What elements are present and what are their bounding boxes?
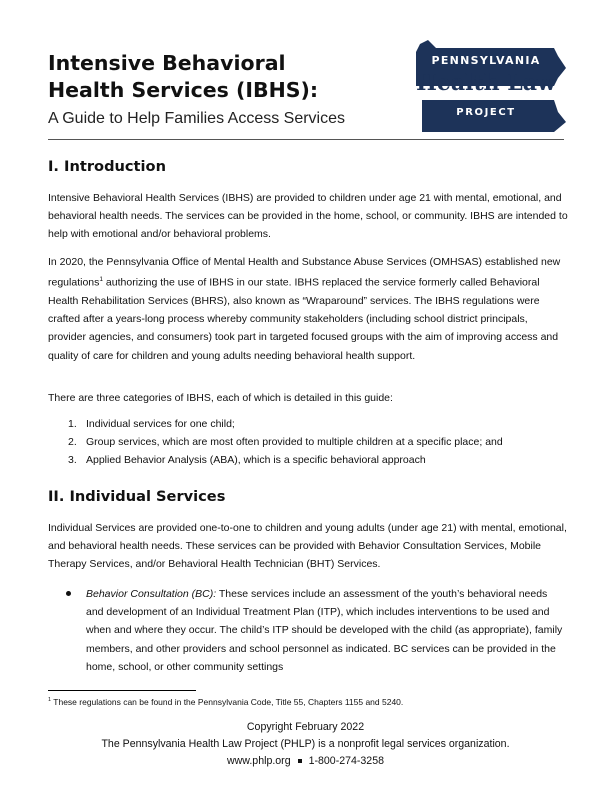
- intro-paragraph-2-start: In 2020, the Pennsylvania Office of Mental Health and Substance Abuse Services (OMHSAS) established new regulations: [48, 256, 561, 289]
- ibhs-categories-list: [68, 415, 568, 470]
- list-item-text: Group services, which are most often provided to multiple children at a specific place; and: [86, 436, 503, 449]
- footer-organization: The Pennsylvania Health Law Project (PHLP) is a nonprofit legal services organization.: [101, 738, 510, 750]
- footnote: [48, 697, 403, 707]
- bullet-icon: [66, 591, 71, 596]
- title-line-1: Intensive Behavioral: [48, 51, 286, 75]
- separator-square-icon: [298, 759, 302, 763]
- intro-paragraph-2-end: authorizing the use of IBHS in our state. IBHS replaced the service formerly called Behavioral Health Rehabilitation Services (BHRS), also known as “Wraparound” services. The IBHS regulations were crafted after a years-long process whereby community stakeholders (including school district principals, provider agencies, and consumers) took part in targeted focused groups with the aim of improving access and quality of care for children and young adults needing behavioral health support.: [48, 276, 559, 362]
- list-item-text: Individual services for one child;: [86, 418, 235, 430]
- header-divider: [48, 139, 564, 140]
- list-item-number: 1.: [68, 418, 77, 430]
- list-item: [68, 433, 568, 451]
- list-item-number: 2.: [68, 436, 77, 449]
- intro-paragraph-1: Intensive Behavioral Health Services (IBHS) are provided to children under age 21 with mental, emotional, and behavioral health needs. The services can be provided in the home, school, or community. IBHS are intended to help with emotional and/or behavioral problems.: [48, 192, 568, 241]
- footer-contact: [0, 755, 611, 767]
- bullet-body: These services include an assessment of the youth’s behavioral needs and development of an Individual Treatment Plan (ITP), which includes interventions to be used and when and where they occur. The child’s ITP should be developed with the child (as appropriate), family members, and other providers and school personnel as indicated. BC services can be provided in the home, school, or other community settings: [86, 588, 563, 673]
- intro-paragraph-3: There are three categories of IBHS, each of which is detailed in this guide:: [48, 392, 393, 404]
- title-line-2: Health Services (IBHS):: [48, 78, 319, 102]
- footnote-divider: [48, 690, 196, 691]
- logo-text-health-law: Health Law: [416, 70, 556, 96]
- phone-number: 1-800-274-3258: [308, 755, 384, 767]
- bullet-term: Behavior Consultation (BC):: [86, 588, 217, 600]
- document-subtitle: A Guide to Help Families Access Services: [48, 110, 346, 127]
- footnote-number: 1: [48, 697, 52, 704]
- list-item: [68, 415, 568, 433]
- footer-copyright: Copyright February 2022: [246, 721, 365, 733]
- footnote-text: These regulations can be found in the Pennsylvania Code, Title 55, Chapters 1155 and 5240.: [51, 697, 404, 707]
- intro-paragraph-2: [48, 253, 568, 365]
- logo-text-project: PROJECT: [456, 107, 516, 118]
- website-link[interactable]: www.phlp.org: [227, 755, 291, 767]
- phlp-logo: [406, 40, 566, 134]
- bullet-text: [86, 585, 566, 676]
- logo-text-pennsylvania: PENNSYLVANIA: [431, 54, 541, 67]
- section-heading-individual-services: II. Individual Services: [48, 488, 226, 505]
- document-title: [48, 50, 318, 104]
- footnote-reference: 1: [99, 276, 103, 284]
- list-item-number: 3.: [68, 454, 77, 467]
- individual-services-paragraph: Individual Services are provided one-to-one to children and young adults (under age 21) with mental, emotional, and behavioral health needs. These services can be provided with Behavior Consultation Services, Mobile Therapy Services, and/or Behavioral Health Technician (BHT) Services.: [48, 522, 567, 571]
- list-item-text: Applied Behavior Analysis (ABA), which is a specific behavioral approach: [86, 454, 426, 467]
- list-item: [68, 451, 568, 469]
- section-heading-introduction: I. Introduction: [48, 158, 166, 175]
